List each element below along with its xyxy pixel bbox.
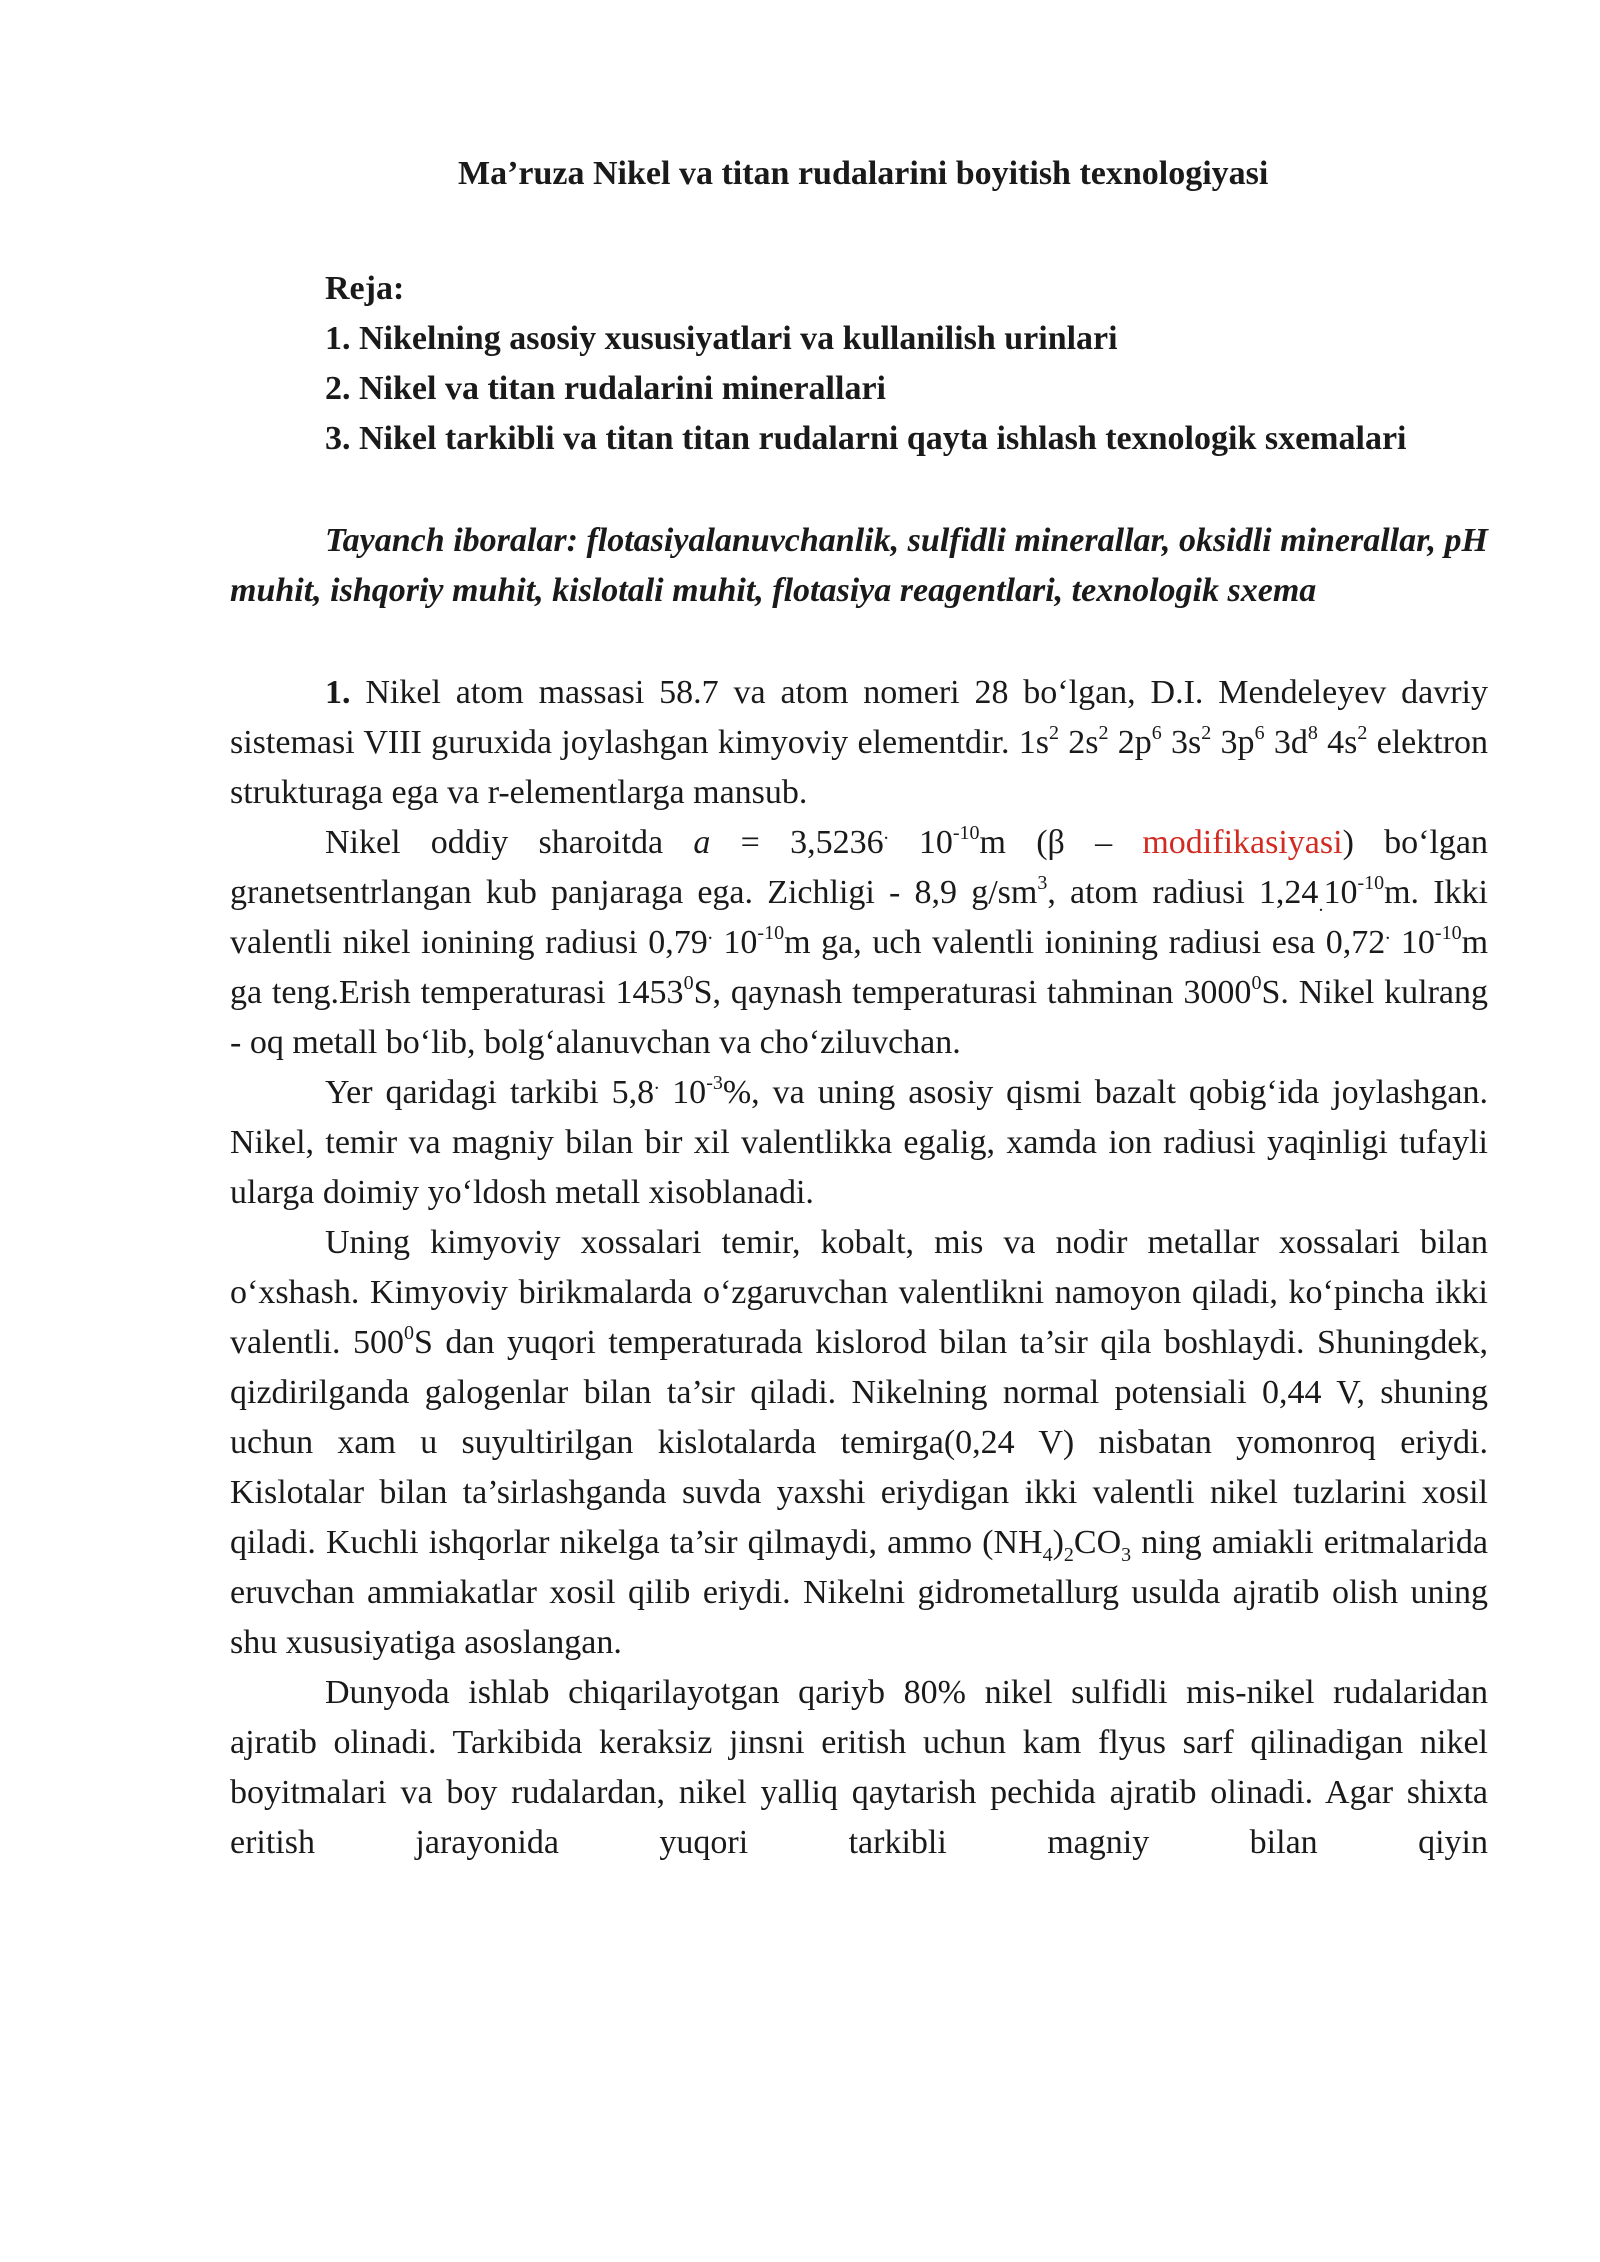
superscript: -3	[706, 1071, 723, 1094]
superscript: -10	[952, 821, 980, 844]
document-body	[230, 148, 1488, 1868]
text-run: 3s	[1161, 724, 1202, 761]
superscript: -10	[1434, 921, 1462, 944]
text-run: Nikel oddiy sharoitda	[325, 824, 694, 861]
section1-paragraph-1	[230, 668, 1488, 818]
spacer	[230, 200, 1488, 264]
superscript: 8	[1307, 721, 1318, 744]
text-run: 2p	[1108, 724, 1152, 761]
text-run: , atom radiusi 1,24	[1047, 874, 1319, 911]
text-run: 3d	[1264, 724, 1308, 761]
superscript: 2	[1201, 721, 1212, 744]
text-run: 10	[659, 1074, 707, 1111]
subscript: 2	[1063, 1543, 1074, 1566]
text-run: 2s	[1058, 724, 1099, 761]
text-run: CO	[1073, 1524, 1122, 1561]
superscript: 0	[404, 1321, 414, 1344]
section-number: 1.	[325, 674, 351, 711]
text-run: Uning kimyoviy xossalari temir, kobalt, mis va nodir metallar xossalari bilan o‘xshash. Kimyoviy birikmalarda o‘zgaruvchan valentlikni namoyon qiladi, ko‘pincha ikki valentli. 500	[230, 1224, 1488, 1361]
text-run: S, qaynash temperaturasi tahminan 3000	[693, 974, 1252, 1011]
document-title: Ma’ruza Nikel va titan rudalarini boyitish texnologiyasi	[458, 155, 1269, 192]
section1-paragraph-4	[230, 1218, 1488, 1668]
text-run: m ga, uch valentli ionining radiusi esa 0,72	[784, 924, 1386, 961]
section1-paragraph-3	[230, 1068, 1488, 1218]
subscript: 3	[1121, 1543, 1132, 1566]
text-run: 3p	[1211, 724, 1255, 761]
text-run: )	[1052, 1524, 1064, 1561]
plan-item-1: 1. Nikelning asosiy xususiyatlari va kullanilish urinlari	[325, 320, 1118, 357]
text-run: 10	[888, 824, 953, 861]
superscript: 0	[1251, 971, 1262, 994]
superscript: 2	[1098, 721, 1109, 744]
text-run: elektron strukturaga ega va r-elementlarga mansub.	[230, 724, 1489, 811]
superscript: 2	[1048, 721, 1059, 744]
text-run: 4s	[1317, 724, 1358, 761]
subscript: 4	[1042, 1543, 1053, 1566]
section1-paragraph-5: Dunyoda ishlab chiqarilayotgan qariyb 80% nikel sulfidli mis-nikel rudalaridan ajratib olinadi. Tarkibida keraksiz jinsni eritish uchun kam flyus sarf qilinadigan nikel boyitmalari va boy rudalardan, nikel yalliq qaytarish pechida ajratib olinadi. Agar shixta eritish jarayonida yuqori tarkibli magniy bilan qiyin	[230, 1674, 1488, 1861]
superscript: .	[883, 821, 889, 844]
plan-item-2: 2. Nikel va titan rudalarini minerallari	[325, 370, 886, 407]
superscript: 2	[1357, 721, 1368, 744]
text-run: m (β –	[979, 824, 1143, 861]
superscript: 6	[1254, 721, 1265, 744]
highlighted-term: modifikasiyasi	[1142, 824, 1343, 861]
text-run: 10	[1390, 924, 1435, 961]
superscript: .	[654, 1071, 660, 1094]
text-run: 10	[712, 924, 758, 961]
spacer	[230, 464, 1488, 516]
spacer	[230, 616, 1488, 668]
text-run: ning amiakli eritmalarida eruvchan ammiakatlar xosil qilib eriydi. Nikelni gidrometallurg usulda ajratib olish uning shu xususiyatiga asoslangan.	[230, 1524, 1488, 1661]
text-run: ) bo‘lgan granetsentrlangan kub panjaraga ega. Zichligi - 8,9 g/sm	[230, 824, 1488, 911]
superscript: .	[1385, 921, 1391, 944]
text-run: = 3,5236	[710, 824, 884, 861]
plan-item-3: 3. Nikel tarkibli va titan titan rudalarni qayta ishlash texnologik sxemalari	[325, 420, 1407, 457]
lattice-variable: a	[693, 824, 711, 861]
text-run: Yer qaridagi tarkibi 5,8	[325, 1074, 655, 1111]
text-run: 10	[1323, 874, 1358, 911]
keywords-paragraph: Tayanch iboralar: flotasiyalanuvchanlik, sulfidli minerallar, oksidli minerallar, pH muhit, ishqoriy muhit, kislotali muhit, flotasiya reagentlari, texnologik sxema	[230, 522, 1488, 609]
section1-paragraph-2	[230, 818, 1488, 1068]
superscript: -10	[757, 921, 785, 944]
plan-heading: Reja:	[325, 270, 405, 307]
text-run: S dan yuqori temperaturada kislorod bilan ta’sir qila boshlaydi. Shuningdek, qizdirilganda galogenlar bilan ta’sir qiladi. Nikelning normal potensiali 0,44 V, shuning uchun xam u suyultirilgan kislotalarda temirga(0,24 V) nisbatan yomonroq eriydi. Kislotalar bilan ta’sirlashganda suvda yaxshi eriydigan ikki valentli nikel tuzlarini xosil qiladi. Kuchli ishqorlar nikelga ta’sir qilmaydi, ammo (NH	[230, 1324, 1489, 1561]
superscript: 3	[1037, 871, 1048, 894]
text-run: m ga teng.Erish temperaturasi 1453	[230, 924, 1489, 1011]
superscript: -10	[1357, 871, 1385, 894]
text-run: %, va uning asosiy qismi bazalt qobig‘ida joylashgan. Nikel, temir va magniy bilan bir xil valentlikka egalig, xamda ion radiusi yaqinligi tufayli ularga doimiy yo‘ldosh metall xisoblanadi.	[230, 1074, 1488, 1211]
subscript: .	[1318, 893, 1324, 916]
text-run: S. Nikel kulrang - oq metall bo‘lib, bolg‘alanuvchan va cho‘ziluvchan.	[230, 974, 1488, 1061]
text-run: m. Ikki valentli nikel ionining radiusi 0,79	[230, 874, 1489, 961]
text-run: Nikel atom massasi 58.7 va atom nomeri 28 bo‘lgan, D.I. Mendeleyev davriy sistemasi VIII guruxida joylashgan kimyoviy elementdir. 1s	[230, 674, 1488, 761]
superscript: 6	[1151, 721, 1162, 744]
superscript: 0	[683, 971, 694, 994]
superscript: .	[707, 921, 713, 944]
